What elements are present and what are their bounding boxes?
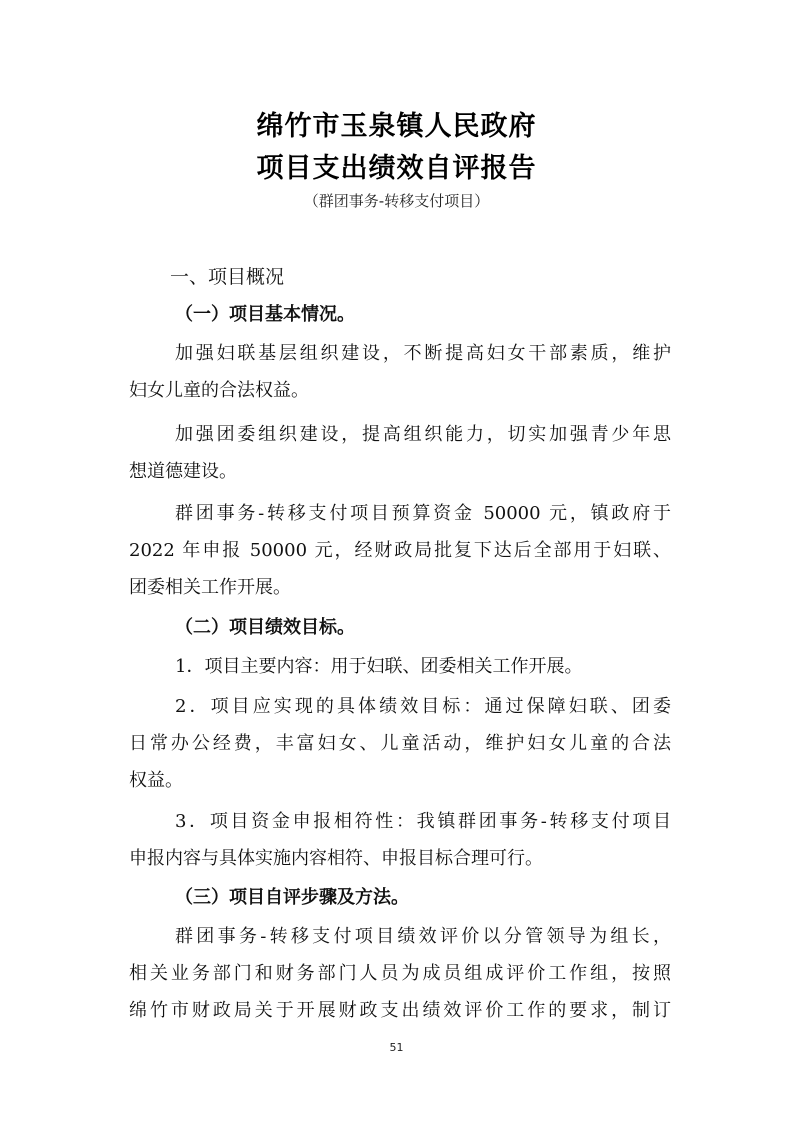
paragraph-line: 群团事务-转移支付项目预算资金 50000 元，镇政府于 (175, 503, 671, 524)
page-number: 51 (389, 1041, 404, 1054)
paragraph-line: 加强妇联基层组织建设，不断提高妇女干部素质，维护 (175, 343, 671, 364)
document-title-line2: 项目支出绩效自评报告 (256, 153, 537, 184)
paragraph-line: 绵竹市财政局关于开展财政支出绩效评价工作的要求，制订 (129, 1000, 671, 1021)
list-item: 3．项目资金申报相符性：我镇群团事务-转移支付项目 (175, 811, 671, 832)
section-heading-overview: 一、项目概况 (170, 266, 285, 288)
list-item: 2．项目应实现的具体绩效目标：通过保障妇联、团委 (175, 696, 671, 717)
list-item: 1．项目主要内容：用于妇联、团委相关工作开展。 (175, 656, 583, 677)
paragraph-line: 团委相关工作开展。 (129, 577, 291, 598)
list-item: 权益。 (129, 770, 183, 791)
paragraph-line: 加强团委组织建设，提高组织能力，切实加强青少年思 (175, 424, 671, 445)
list-item: 申报内容与具体实施内容相符、申报目标合理可行。 (129, 848, 543, 869)
paragraph-line: 群团事务-转移支付项目绩效评价以分管领导为组长， (175, 926, 671, 947)
document-subtitle: （群团事务-转移支付项目） (303, 192, 490, 210)
paragraph-line: 2022 年申报 50000 元，经财政局批复下达后全部用于妇联、 (129, 540, 671, 561)
paragraph-line: 妇女儿童的合法权益。 (129, 380, 309, 401)
paragraph-line: 相关业务部门和财务部门人员为成员组成评价工作组，按照 (129, 963, 671, 984)
subsection-heading-basic-info: （一）项目基本情况。 (175, 304, 355, 325)
paragraph-line: 想道德建设。 (129, 461, 237, 482)
list-item: 日常办公经费，丰富妇女、儿童活动，维护妇女儿童的合法 (129, 733, 671, 754)
document-title-line1: 绵竹市玉泉镇人民政府 (256, 111, 537, 142)
subsection-heading-self-evaluation: （三）项目自评步骤及方法。 (175, 887, 409, 908)
subsection-heading-performance-goals: （二）项目绩效目标。 (175, 617, 355, 638)
